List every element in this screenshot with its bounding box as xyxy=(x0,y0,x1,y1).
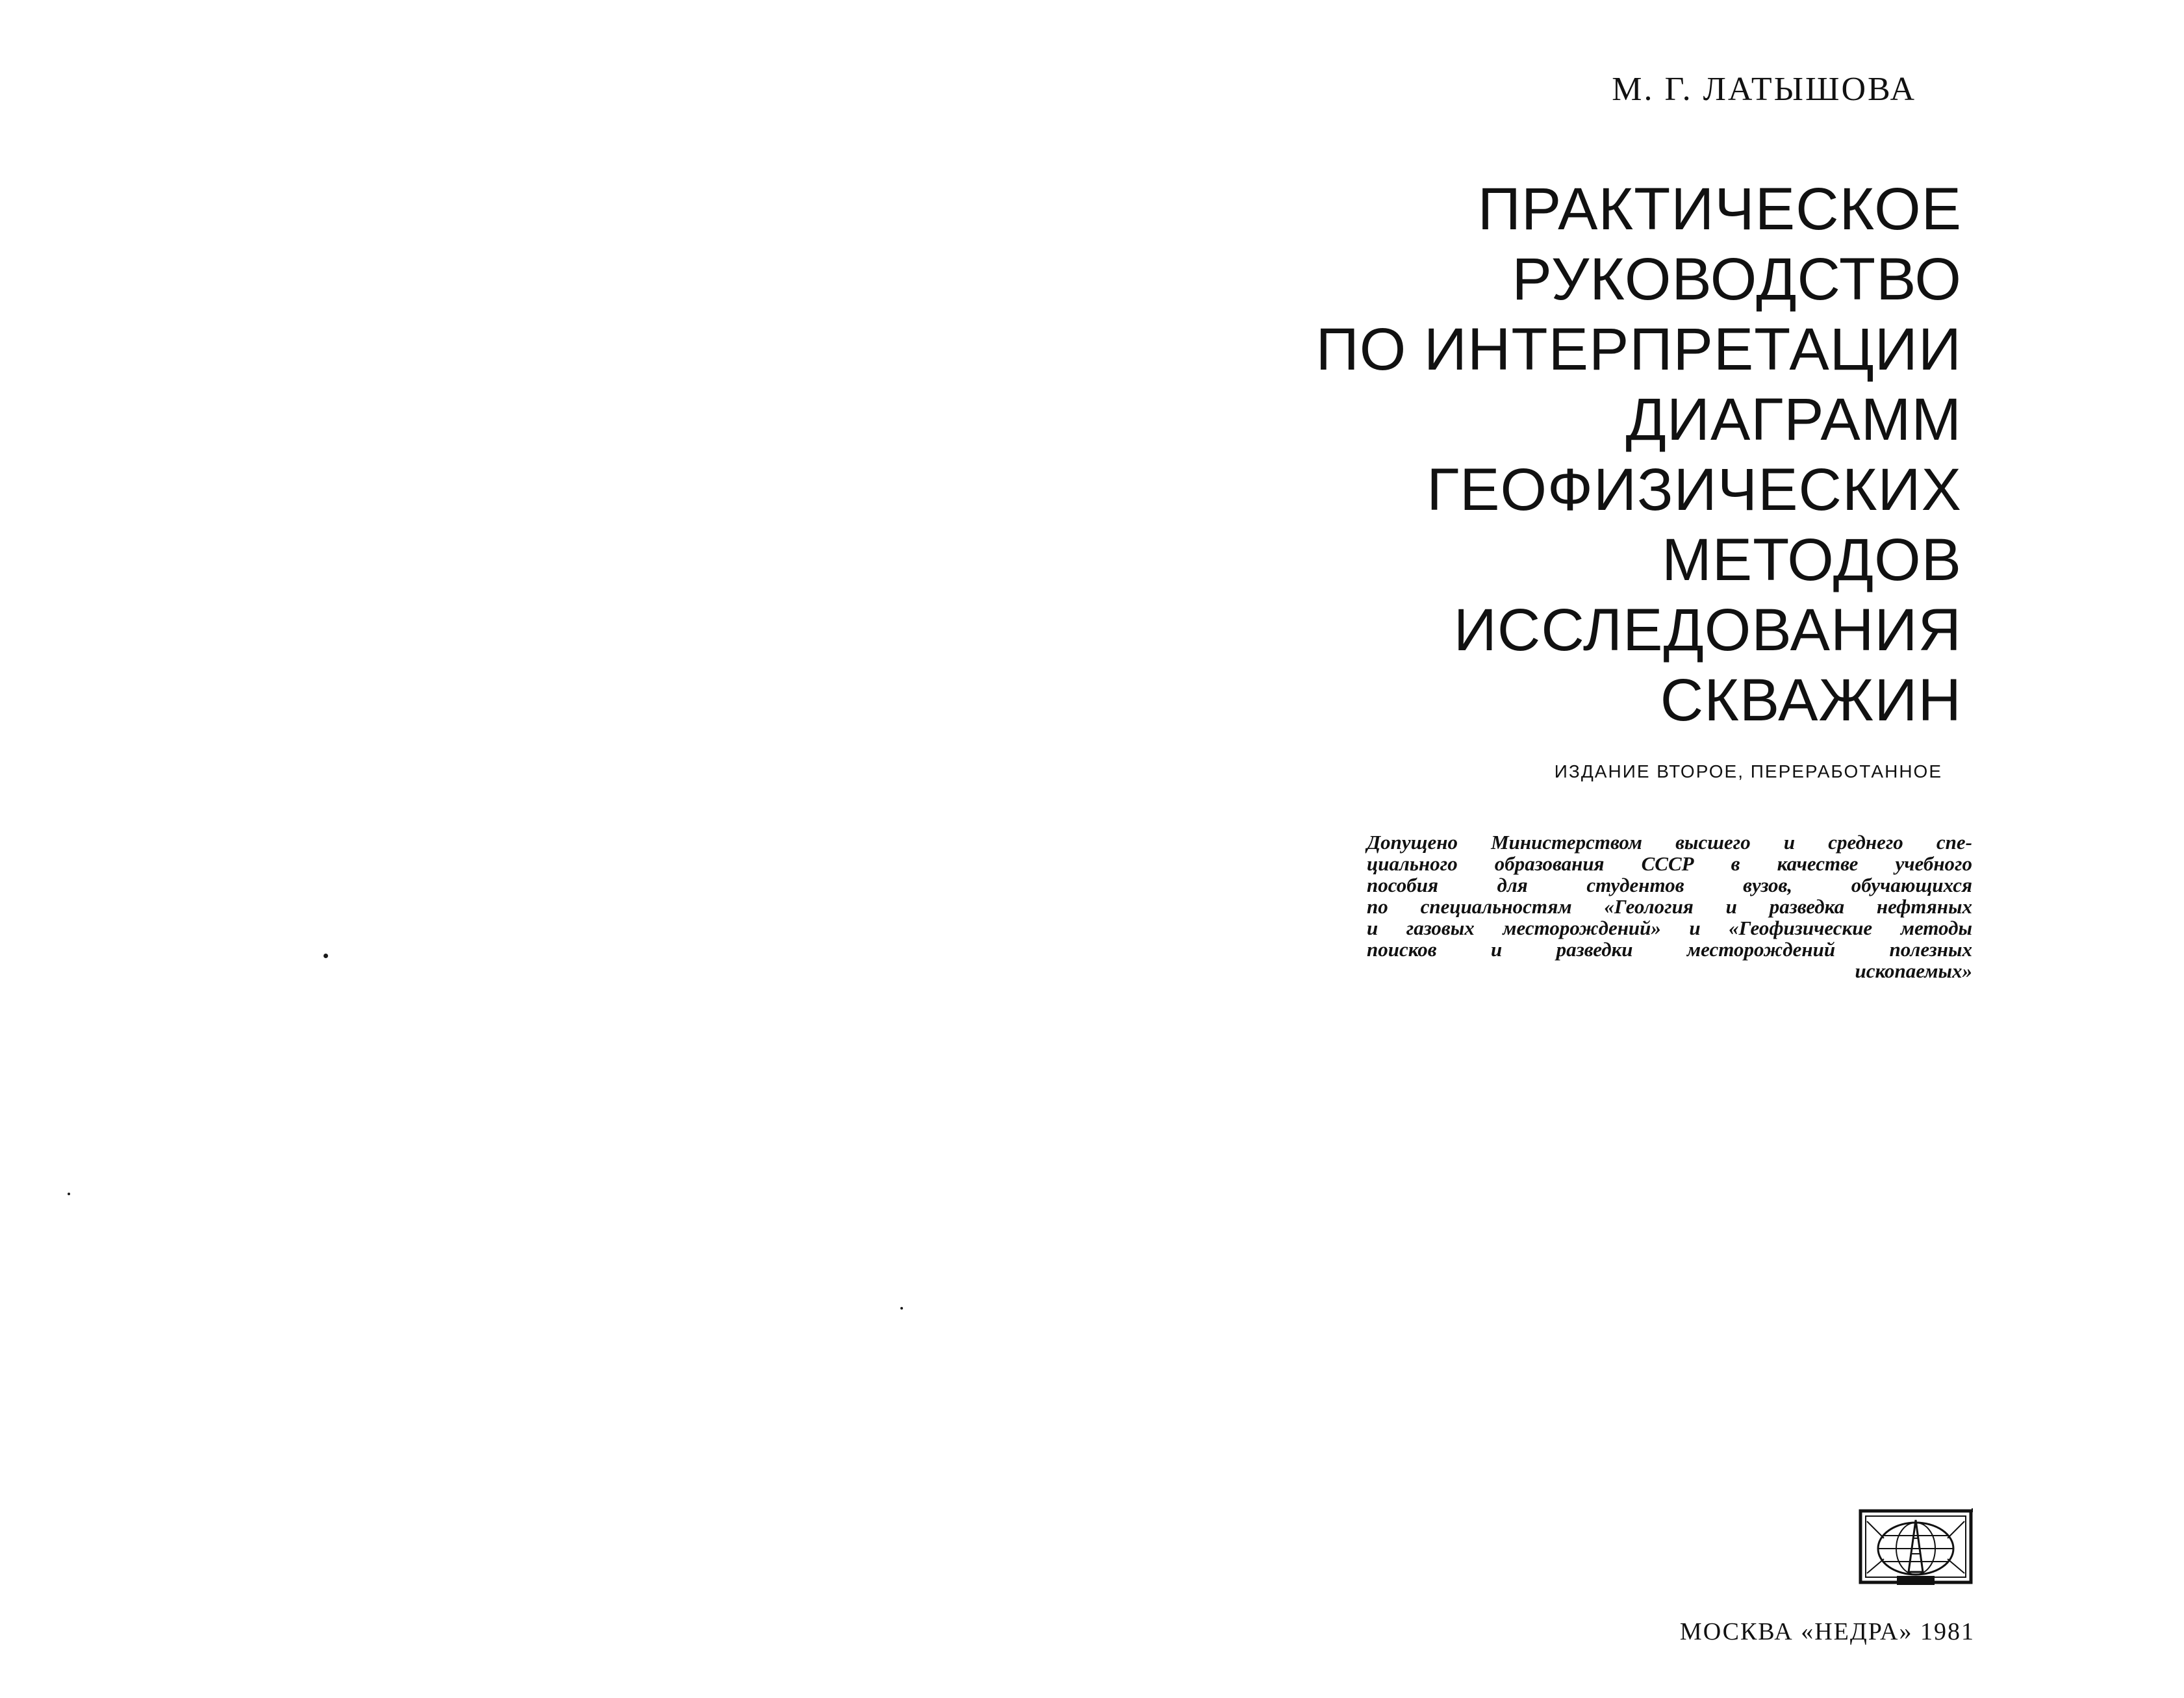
scan-speck xyxy=(324,954,328,958)
book-title-line: СКВАЖИН xyxy=(1660,667,1962,733)
scan-speck xyxy=(68,1193,70,1195)
author-name: М. Г. ЛАТЫШОВА xyxy=(1612,71,1916,108)
edition-note: ИЗДАНИЕ ВТОРОЕ, ПЕРЕРАБОТАННОЕ xyxy=(1554,761,1942,781)
publisher-imprint: МОСКВА «НЕДРА» 1981 xyxy=(1679,1618,1975,1645)
book-title-line: ГЕОФИЗИЧЕСКИХ xyxy=(1427,457,1962,523)
book-title-line: ДИАГРАММ xyxy=(1625,386,1962,453)
book-title-line: МЕТОДОВ xyxy=(1662,527,1962,593)
book-title-line: ПРАКТИЧЕСКОЕ xyxy=(1477,176,1962,242)
approval-line: и газовых месторождений» и «Геофизические методы xyxy=(1367,917,1972,939)
approval-line: циального образования СССР в качестве учебного xyxy=(1367,852,1972,875)
book-title-line: ИССЛЕДОВАНИЯ xyxy=(1453,597,1962,663)
approval-statement xyxy=(1367,831,1972,982)
approval-line: пособия для студентов вузов, обучающихся xyxy=(1367,874,1972,896)
approval-line: поисков и разведки месторождений полезных xyxy=(1367,938,1972,961)
approval-line: Допущено Министерством высшего и среднего спе- xyxy=(1367,831,1972,854)
book-title xyxy=(1316,174,1962,735)
book-title-line: РУКОВОДСТВО xyxy=(1512,246,1962,312)
publisher-emblem-icon xyxy=(1858,1508,1979,1593)
book-title-line: ПО ИНТЕРПРЕТАЦИИ xyxy=(1315,316,1962,383)
approval-line: ископаемых» xyxy=(1855,959,1972,982)
approval-line: по специальностям «Геология и разведка нефтяных xyxy=(1367,895,1972,918)
scan-speck xyxy=(900,1307,903,1310)
